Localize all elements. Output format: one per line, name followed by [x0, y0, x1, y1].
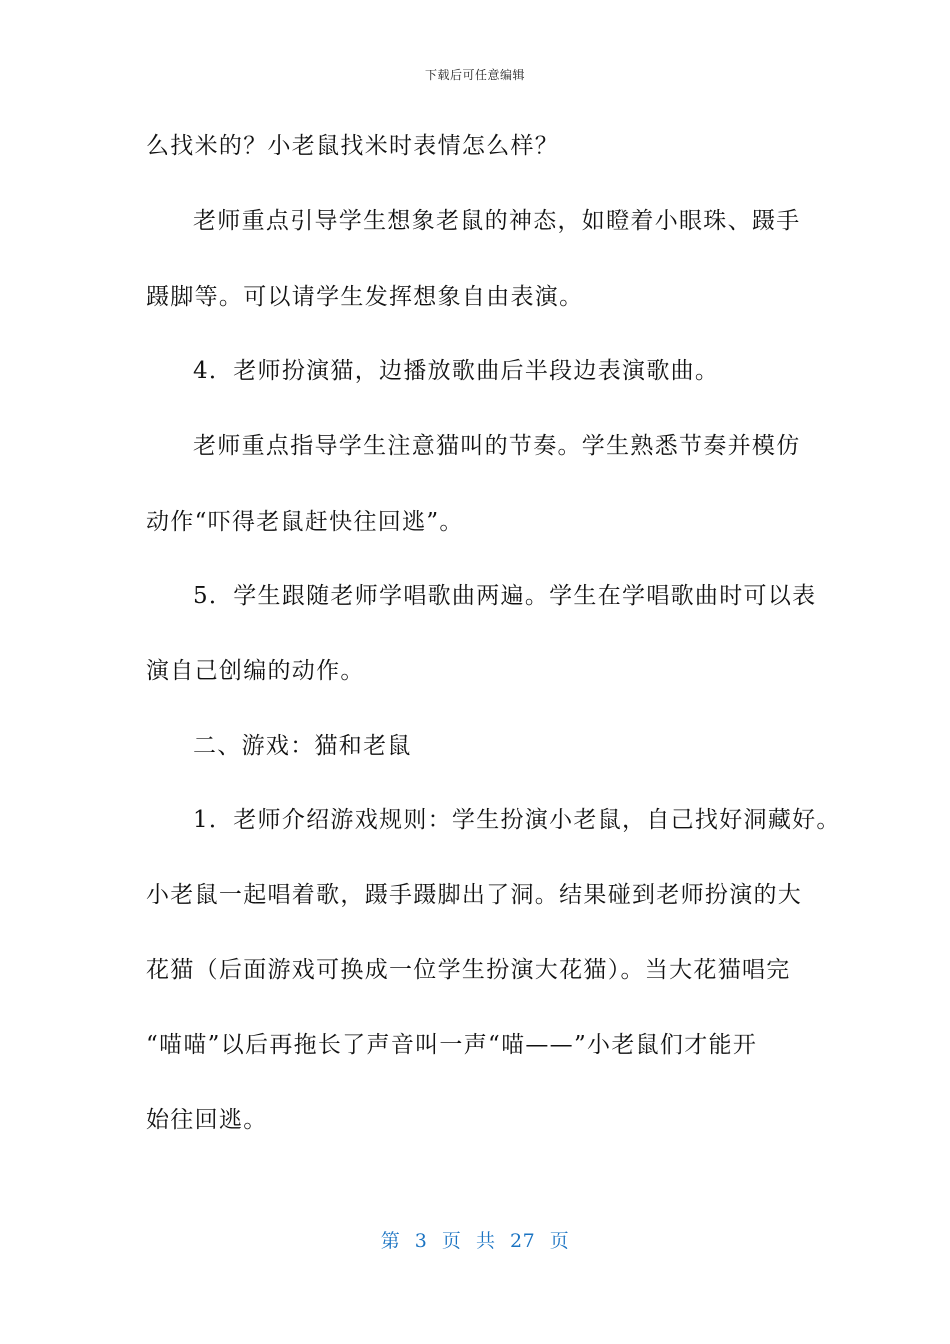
paragraph-line: “喵喵”以后再拖长了声音叫一声“喵——”小老鼠们才能开	[146, 1032, 758, 1058]
page-header: 下载后可任意编辑	[424, 68, 525, 82]
paragraph-line: 演自己创编的动作。	[146, 658, 365, 684]
page-number: 3	[414, 1230, 428, 1252]
paragraph-line: 蹑脚等。可以请学生发挥想象自由表演。	[146, 284, 584, 310]
paragraph-line: 老师重点指导学生注意猫叫的节奏。学生熟悉节奏并模仿	[193, 433, 801, 459]
paragraph-line: 小老鼠一起唱着歌，蹑手蹑脚出了洞。结果碰到老师扮演的大	[146, 882, 803, 908]
footer-gong: 共	[475, 1230, 496, 1252]
footer-ye: 页	[441, 1230, 462, 1252]
paragraph-line: 么找米的？小老鼠找米时表情怎么样？	[146, 133, 560, 159]
paragraph-line: 动作“吓得老鼠赶快往回逃”。	[146, 509, 464, 535]
paragraph-line: 1．老师介绍游戏规则：学生扮演小老鼠，自己找好洞藏好。	[193, 807, 841, 833]
section-heading: 二、游戏：猫和老鼠	[193, 733, 412, 759]
page-footer	[0, 1226, 950, 1253]
total-pages: 27	[510, 1230, 536, 1252]
paragraph-line: 4．老师扮演猫，边播放歌曲后半段边表演歌曲。	[193, 358, 720, 384]
paragraph-line: 5．学生跟随老师学唱歌曲两遍。学生在学唱歌曲时可以表	[193, 583, 817, 609]
footer-di: 第	[380, 1230, 401, 1252]
paragraph-line: 花猫（后面游戏可换成一位学生扮演大花猫）。当大花猫唱完	[146, 957, 791, 983]
paragraph-line: 始往回逃。	[146, 1107, 268, 1133]
footer-ye-2: 页	[549, 1230, 570, 1252]
paragraph-line: 老师重点引导学生想象老鼠的神态，如瞪着小眼珠、蹑手	[193, 208, 801, 234]
